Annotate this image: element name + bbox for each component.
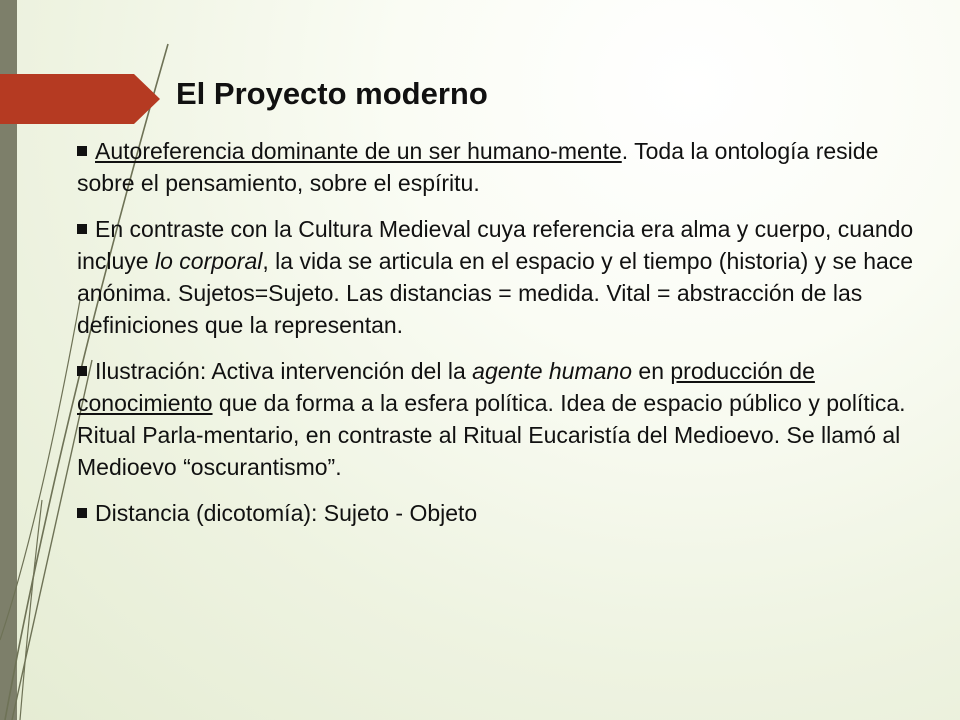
bullet-2-text-before: En contraste con la Cultura Medieval cuya referencia era alma y cuerpo, cuando incluye [77,216,914,274]
bullet-3-text-before: Ilustración: Activa intervención del la [95,358,473,384]
square-bullet-icon [77,146,87,156]
title-arrow-shape [0,74,160,124]
bullet-1-text: . Toda la ontología reside sobre el pensamiento, sobre el espíritu. [77,138,879,196]
square-bullet-icon [77,366,87,376]
bullet-item-3 [77,355,917,483]
bullet-3-text-after: que da forma a la esfera política. Idea de espacio público y política. Ritual Parla-mentario, en contraste al Ritual Eucaristía del Medioevo. Se llamó al Medioevo “oscurantismo”. [77,390,906,480]
slide-title: El Proyecto moderno [176,76,488,111]
square-bullet-icon [77,224,87,234]
slide-content [77,135,917,543]
square-bullet-icon [77,508,87,518]
bullet-1-underlined-text: Autoreferencia dominante de un ser humano-mente [95,138,622,164]
bullet-item-1 [77,135,917,199]
bullet-3-italic-text: agente humano [472,358,633,384]
bullet-4-text: Distancia (dicotomía): Sujeto - Objeto [95,500,478,526]
bullet-item-2 [77,213,917,341]
bullet-2-text-after: , la vida se articula en el espacio y el tiempo (historia) y se hace anónima. Sujetos=Sujeto. Las distancias = medida. Vital = abstracción de las definiciones que la representan. [77,248,914,338]
bullet-2-italic-text: lo corporal [154,248,263,274]
bullet-3-text-mid: en [632,358,671,384]
bullet-item-4 [77,497,917,529]
bullet-3-underlined-text: producción de conocimiento [77,358,815,416]
